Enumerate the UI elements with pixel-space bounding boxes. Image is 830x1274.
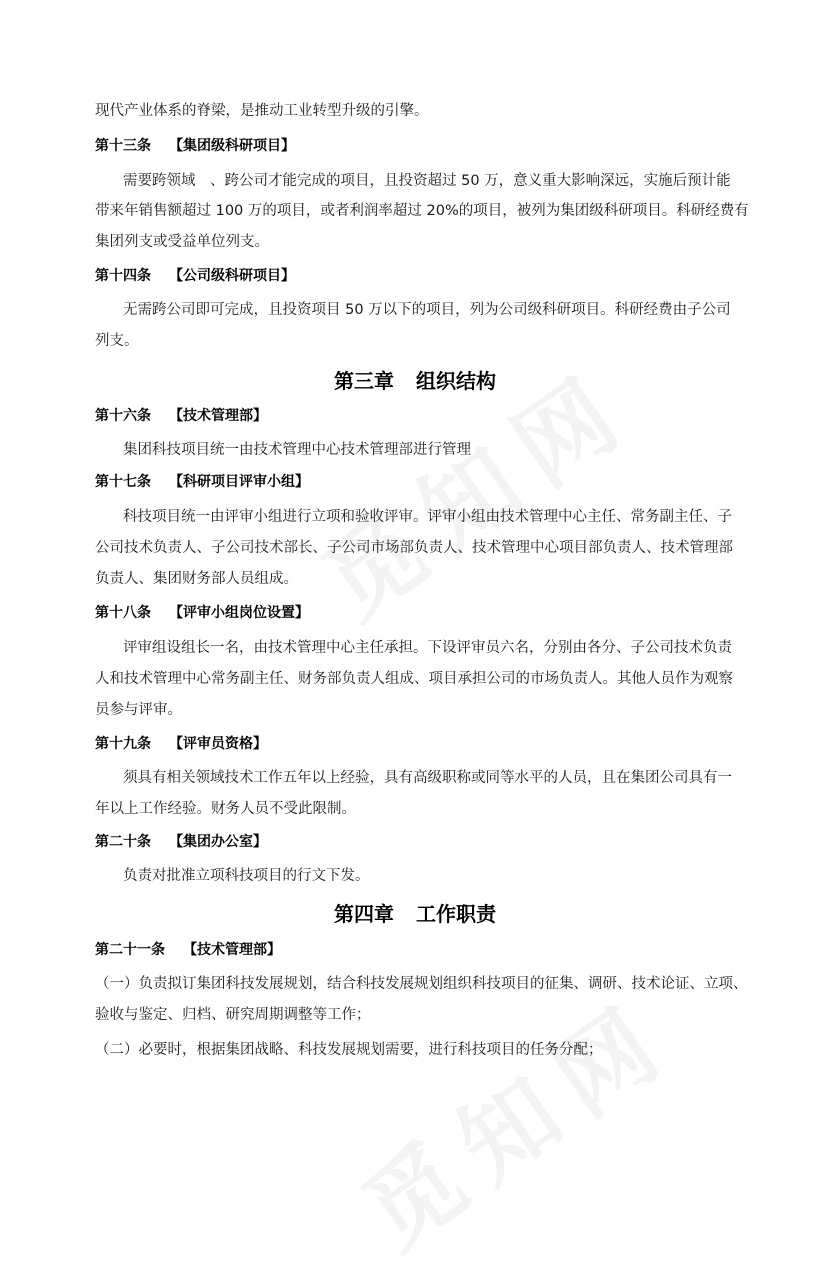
paragraph-line: （二）必要时，根据集团战略、科技发展规划需要，进行科技项目的任务分配； [95,1042,603,1058]
article-title: 【集团办公室】 [169,834,267,850]
article-number: 第二十条 [95,834,151,850]
paragraph-line: 需要跨领域 、跨公司才能完成的项目，且投资超过 50 万，意义重大影响深远，实施后预计能 [123,173,731,189]
article-number: 第十八条 [95,605,151,621]
article-heading [95,472,309,492]
article-heading [95,266,295,286]
paragraph-line: 带来年销售额超过 100 万的项目，或者利润率超过 20%的项目，被列为集团级科研项目。科研经费有 [95,203,749,219]
article-heading [95,734,267,754]
paragraph-line: 集团列支或受益单位列支。 [95,234,269,250]
paragraph-line: 公司技术负责人、子公司技术部长、子公司市场部负责人、技术管理中心项目部负责人、技术管理部 [95,540,733,556]
article-title: 【技术管理部】 [183,942,281,958]
article-title: 【科研项目评审小组】 [169,474,309,490]
paragraph-line: 验收与鉴定、归档、研究周期调整等工作； [95,1007,371,1023]
article-number: 第十七条 [95,474,151,490]
chapter-number: 第三章 [334,369,394,393]
paragraph-line: 列支。 [95,333,139,349]
article-heading [95,940,281,960]
chapter-number: 第四章 [334,902,394,926]
article-number: 第十九条 [95,736,151,752]
article-title: 【集团级科研项目】 [169,138,295,154]
paragraph-line: 须具有相关领域技术工作五年以上经验，具有高级职称或同等水平的人员，且在集团公司具有一 [123,770,732,786]
article-title: 【技术管理部】 [169,408,267,424]
article-number: 第二十一条 [95,942,165,958]
paragraph-line: 现代产业体系的脊梁，是推动工业转型升级的引擎。 [95,103,429,119]
chapter-heading [0,368,830,394]
article-title: 【公司级科研项目】 [169,268,295,284]
watermark [332,963,696,1274]
article-title: 【评审员资格】 [169,736,267,752]
paragraph-line: 年以上工作经验。财务人员不受此限制。 [95,801,356,817]
article-heading [95,832,267,852]
article-number: 第十三条 [95,138,151,154]
chapter-title: 组织结构 [416,369,496,393]
paragraph-line: （一）负责拟订集团科技发展规划，结合科技发展规划组织科技项目的征集、调研、技术论证、立项、 [95,976,748,992]
paragraph-line: 负责人、集团财务部人员组成。 [95,571,298,587]
article-heading [95,603,309,623]
article-number: 第十四条 [95,268,151,284]
paragraph-line: 集团科技项目统一由技术管理中心技术管理部进行管理 [123,442,471,458]
paragraph-line: 评审组设组长一名，由技术管理中心主任承担。下设评审员六名，分别由各分、子公司技术负责 [123,640,732,656]
chapter-title: 工作职责 [416,902,496,926]
paragraph-line: 科技项目统一由评审小组进行立项和验收评审。评审小组由技术管理中心主任、常务副主任、子 [123,509,732,525]
article-heading [95,406,267,426]
article-title: 【评审小组岗位设置】 [169,605,309,621]
paragraph-line: 员参与评审。 [95,702,182,718]
paragraph-line: 无需跨公司即可完成，且投资项目 50 万以下的项目，列为公司级科研项目。科研经费由子公司 [123,302,731,318]
article-heading [95,136,295,156]
paragraph-line: 人和技术管理中心常务副主任、财务部负责人组成、项目承担公司的市场负责人。其他人员作为观察 [95,671,733,687]
article-number: 第十六条 [95,408,151,424]
paragraph-line: 负责对批准立项科技项目的行文下发。 [123,868,370,884]
chapter-heading [0,901,830,927]
